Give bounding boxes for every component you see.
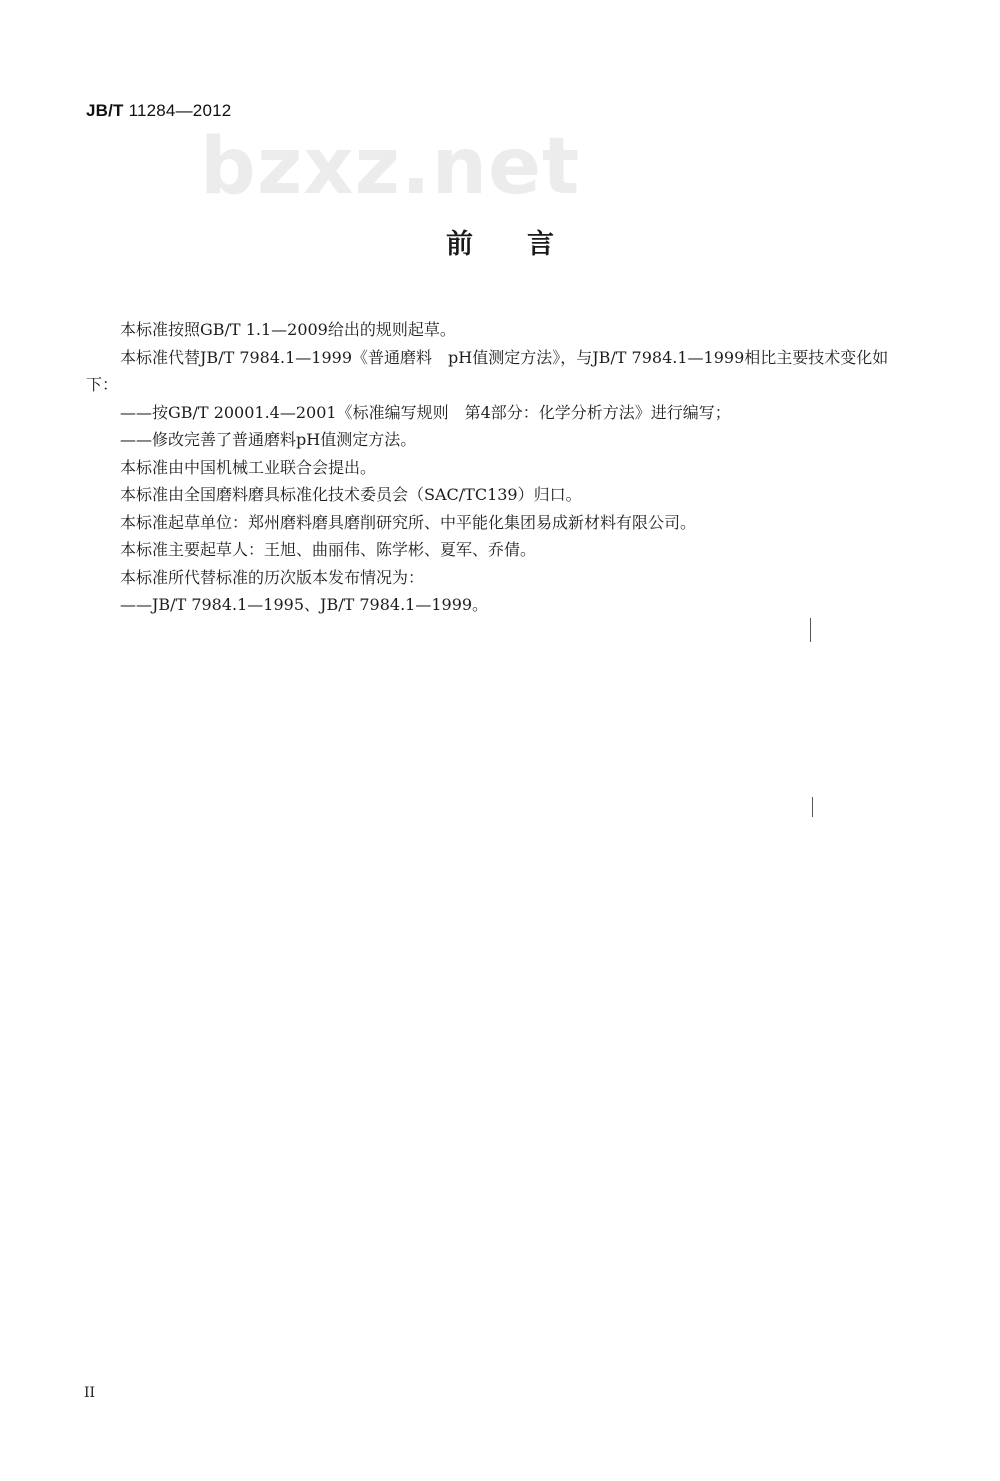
- paragraph-replacement: 本标准代替JB/T 7984.1—1999《普通磨料 pH值测定方法》，与JB/T 7984.1—1999相比主要技术变化如下：: [86, 347, 889, 394]
- paragraph-drafting-units: 本标准起草单位：郑州磨料磨具磨削研究所、中平能化集团易成新材料有限公司。: [120, 512, 697, 532]
- standard-code: [86, 101, 231, 121]
- paragraph-drafting-rule: 本标准按照GB/T 1.1—2009给出的规则起草。: [120, 320, 456, 339]
- paragraph-committee: 本标准由全国磨料磨具标准化技术委员会（SAC/TC139）归口。: [120, 485, 582, 504]
- watermark: bzxz.net: [200, 122, 581, 212]
- paragraph-history-versions: ——JB/T 7984.1—1995、JB/T 7984.1—1999。: [120, 595, 489, 614]
- scan-artifact-line: [812, 797, 813, 817]
- paragraph-history-intro: 本标准所代替标准的历次版本发布情况为：: [120, 567, 425, 587]
- standard-code-prefix: JB/T: [86, 101, 124, 120]
- standard-code-number: 11284—2012: [128, 101, 232, 120]
- page-title: 前言: [446, 229, 608, 260]
- scan-artifact-line: [810, 618, 811, 642]
- paragraph-change-1: ——按GB/T 20001.4—2001《标准编写规则 第4部分：化学分析方法》进行编写；: [120, 402, 731, 422]
- page-number: II: [84, 1385, 96, 1401]
- paragraph-proposer: 本标准由中国机械工业联合会提出。: [120, 457, 377, 477]
- foreword-body: [86, 316, 918, 619]
- paragraph-drafters: 本标准主要起草人：王旭、曲丽伟、陈学彬、夏军、乔倩。: [120, 540, 537, 559]
- paragraph-change-2: ——修改完善了普通磨料pH值测定方法。: [120, 430, 417, 449]
